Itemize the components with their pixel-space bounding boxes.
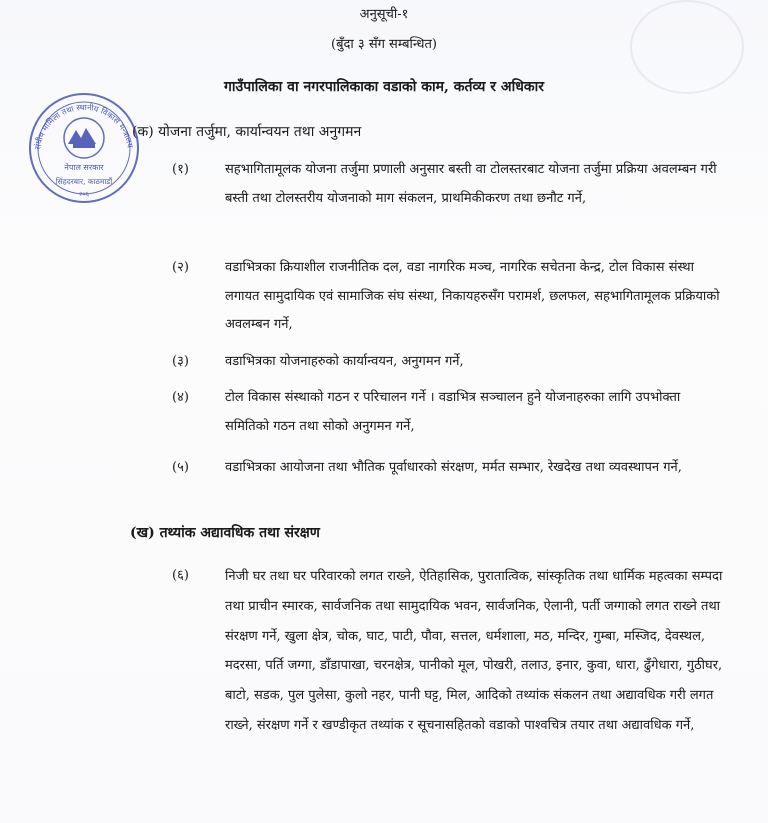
section-b-title: (ख) तथ्यांक अद्यावधिक तथा संरक्षण — [130, 525, 320, 541]
schedule-reference: (बुँदा ३ सँग सम्बन्धित) — [331, 37, 437, 52]
svg-text:२०६: २०६ — [78, 190, 90, 198]
item-number: (३) — [172, 354, 189, 369]
section-a-title: (क) योजना तर्जुमा, कार्यान्वयन तथा अनुगमन — [132, 124, 362, 140]
item-text: निजी घर तथा घर परिवारको लगत राख्ने, ऐतिहासिक, पुरातात्विक, सांस्कृतिक तथा धार्मिक महत्वका सम्पदा तथा प्राचीन स्मारक, सार्वजनिक तथा सामुदायिक भवन, सार्वजनिक, ऐलानी, पर्ती जग्गाको लगत राख्ने तथा संरक्षण गर्ने, खुला क्षेत्र, चोक, घाट, पाटी, पौवा, सत्तल, धर्मशाला, मठ, मन्दिर, गुम्बा, मस्जिद, देवस्थल, मदरसा, पर्ति जग्गा, डाँडापाखा, चरनक्षेत्र, पानीको मूल, पोखरी, तलाउ, इनार, कुवा, धारा, ढुँगेधारा, गुठीघर, बाटो, सडक, पुल पुलेसा, कुलो नहर, पानी घट्ट, मिल, आदिको तथ्यांक संकलन तथा अद्यावधिक गरी लगत राख्ने, संरक्षण गर्ने र खण्डीकृत तथ्यांक र सूचनासहितको वडाको पाश्वचित्र तयार तथा अद्यावधिक गर्ने, — [225, 569, 723, 733]
item-text: टोल विकास संस्थाको गठन र परिचालन गर्ने । वडाभित्र सञ्चालन हुने योजनाहरुका लागि उपभोक्ता समितिको गठन तथा सोको अनुगमन गर्ने, — [225, 390, 681, 434]
item-text: वडाभित्रका क्रियाशील राजनीतिक दल, वडा नागरिक मञ्च, नागरिक सचेतना केन्द्र, टोल विकास संस्था लगायत सामुदायिक एवं सामाजिक संघ संस्था, निकायहरुसँग परामर्श, छलफल, सहभागितामूलक प्रक्रियाको अवलम्बन गर्ने, — [225, 260, 720, 332]
schedule-title: अनुसूची-१ — [359, 7, 409, 22]
ministry-seal-stamp — [18, 88, 150, 220]
main-heading: गाउँपालिका वा नगरपालिकाका वडाको काम, कर्तव्य र अधिकार — [224, 79, 544, 95]
item-text: सहभागितामूलक योजना तर्जुमा प्रणाली अनुसार बस्ती वा टोलस्तरबाट योजना तर्जुमा प्रक्रिया अवलम्बन गरी बस्ती तथा टोलस्तरीय योजनाको माग संकलन, प्राथमिकीकरण तथा छनौट गर्ने, — [225, 162, 717, 206]
item-number: (२) — [172, 260, 189, 275]
item-number: (४) — [172, 390, 189, 405]
item-number: (१) — [172, 162, 189, 177]
svg-text:सिंहदरबार, काठमाडौं: सिंहदरबार, काठमाडौं — [55, 177, 113, 186]
item-text: वडाभित्रका आयोजना तथा भौतिक पूर्वाधारको संरक्षण, मर्मत सम्भार, रेखदेख तथा व्यवस्थापन गर्ने, — [225, 460, 682, 475]
svg-text:संघीय मामिला तथा स्थानीय विकास: संघीय मामिला तथा स्थानीय विकास मन्त्रालय — [33, 102, 135, 151]
svg-text:नेपाल सरकार: नेपाल सरकार — [64, 163, 104, 172]
item-number: (६) — [172, 568, 189, 583]
item-number: (५) — [172, 460, 189, 475]
item-text: वडाभित्रका योजनाहरुको कार्यान्वयन, अनुगमन गर्ने, — [225, 354, 464, 369]
